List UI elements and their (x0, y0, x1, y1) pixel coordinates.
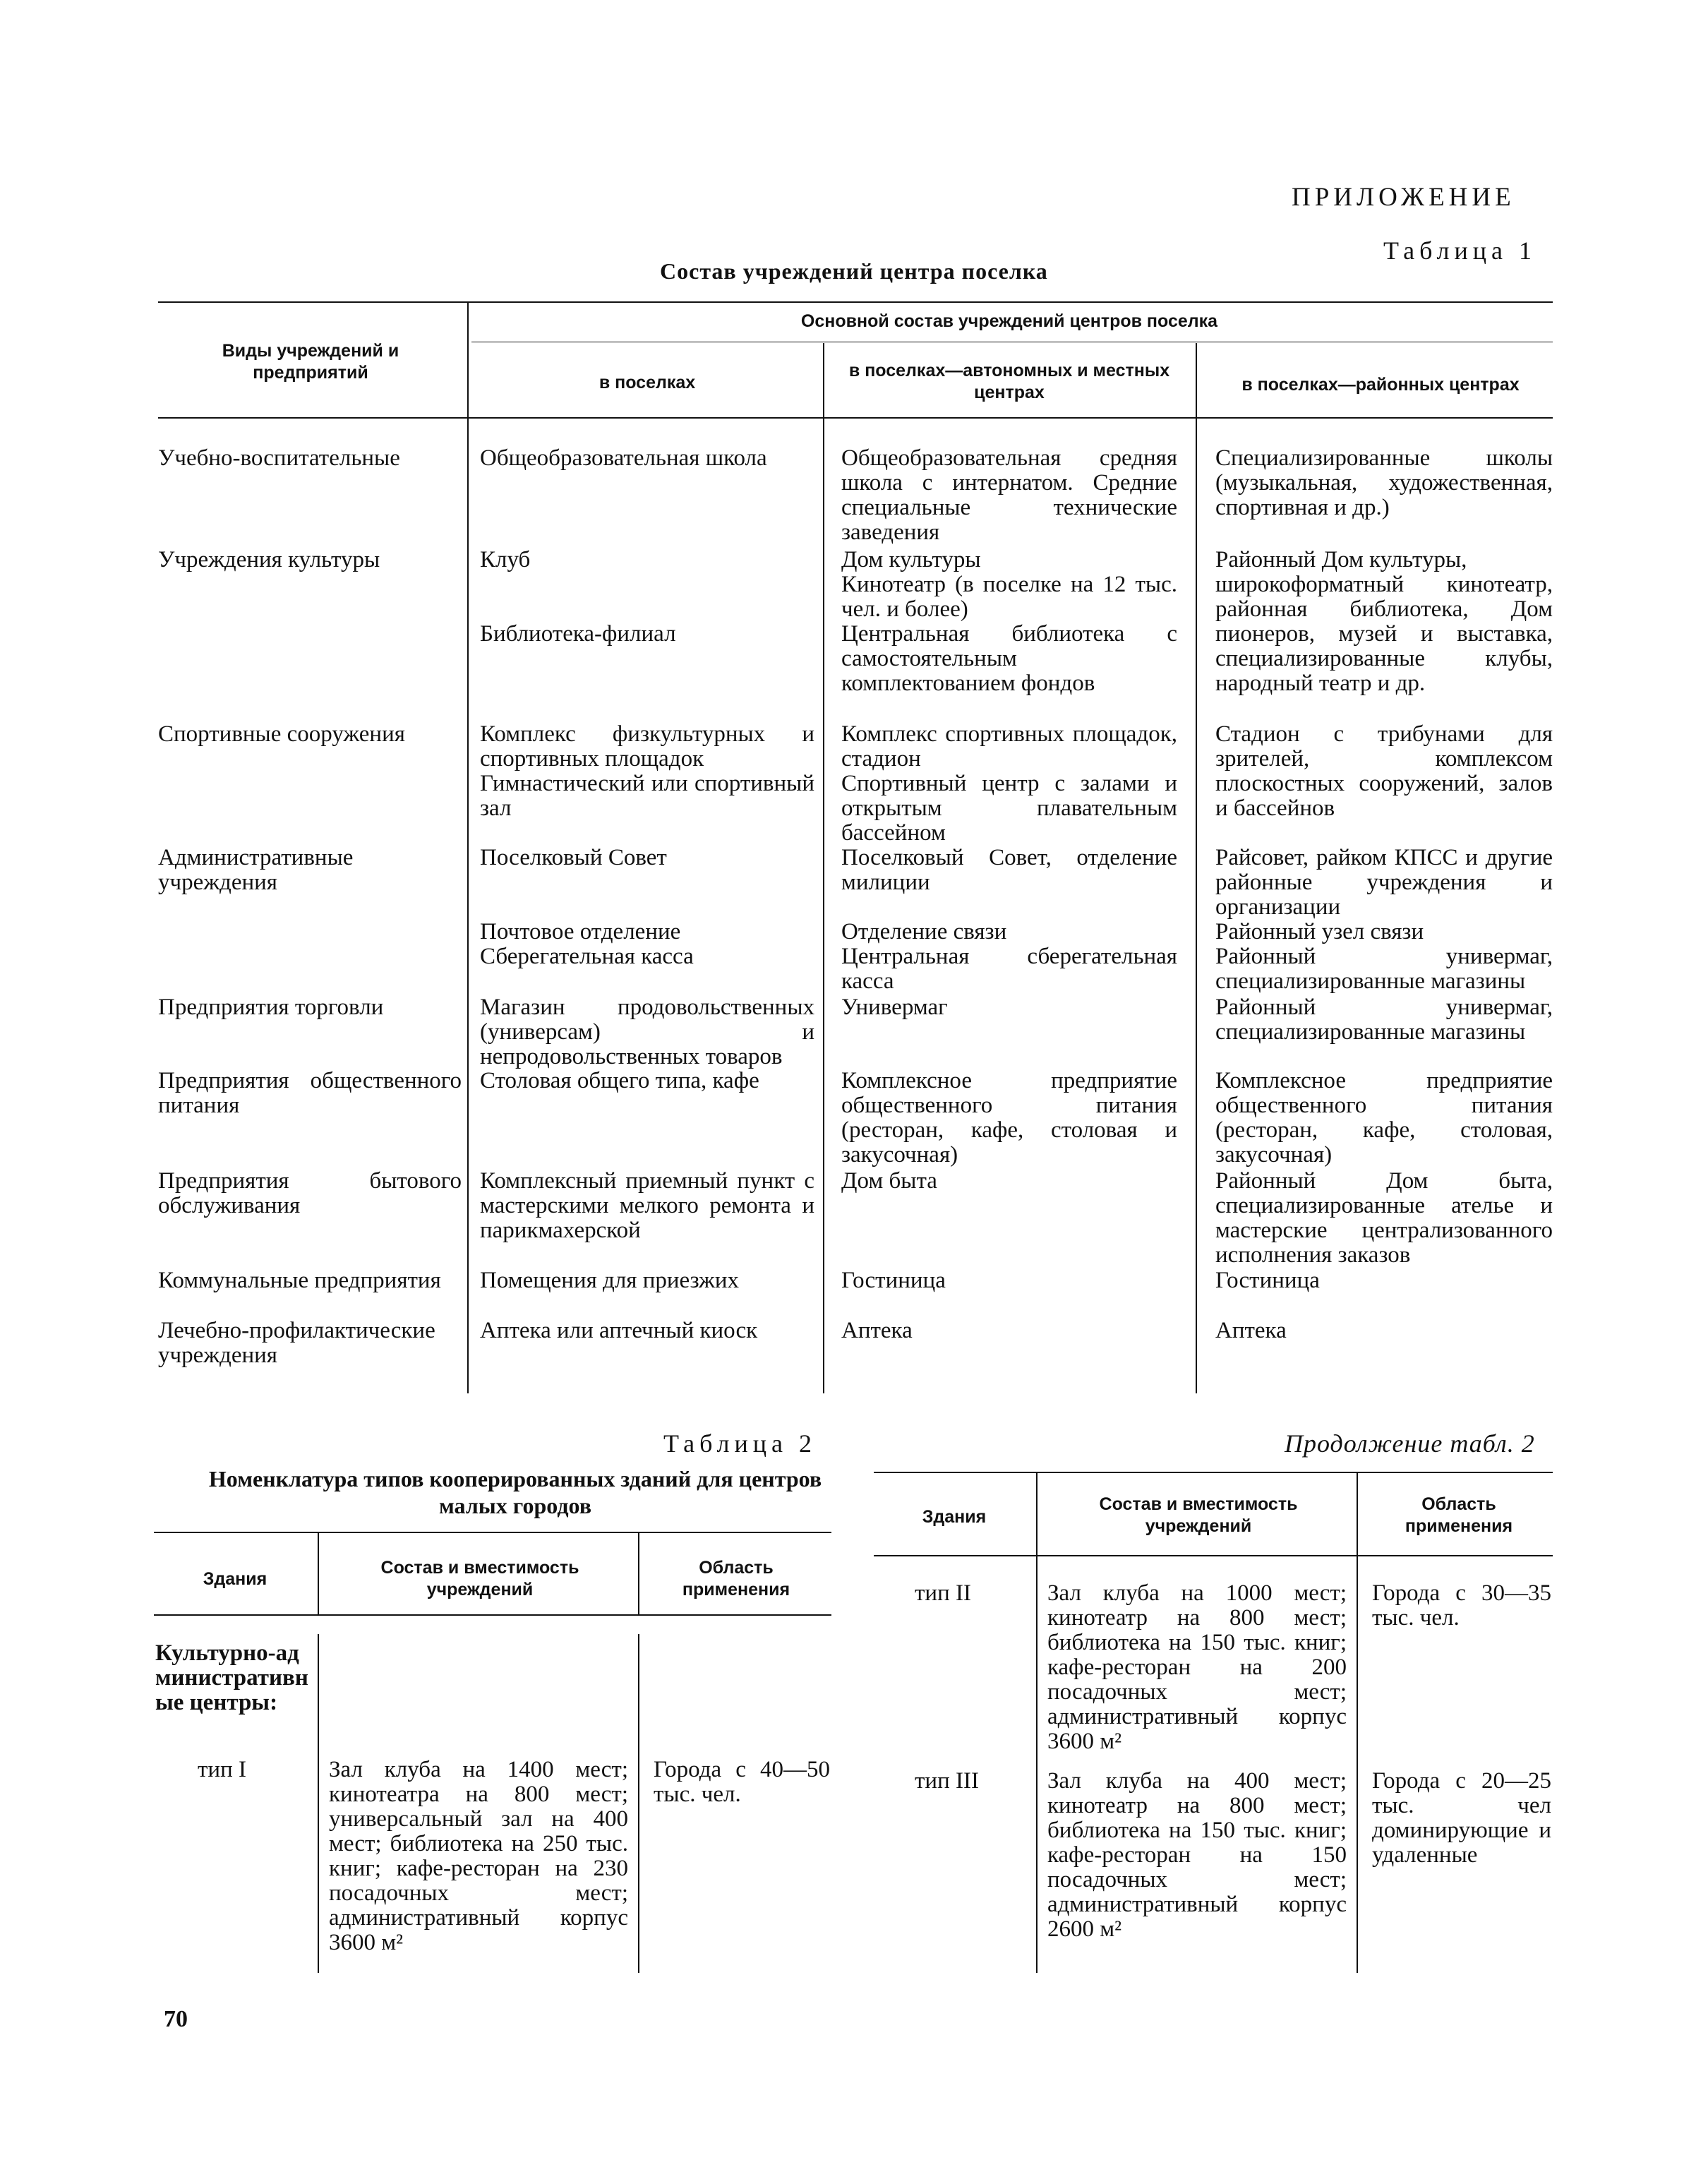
table2-label: Таблица 2 (663, 1429, 817, 1458)
table1-cell: широкоформатный кинотеатр, районная библиотека, Дом пионеров, музей и выставка, специализированные клубы, народный театр и др. (1215, 572, 1553, 696)
table1-cell: Аптека (841, 1318, 913, 1343)
table1-cell: Лечебно-профилактические учреждения (158, 1318, 435, 1368)
table1-cell: Общеобразовательная школа (480, 445, 767, 471)
table2-header-rule (154, 1614, 831, 1616)
table1-cell: Спортивный центр с залами и открытым плавательным бассейном (841, 771, 1177, 846)
table1-cell: Стадион с трибунами для зрителей, комплексом плоскостных сооружений, залов и бассейнов (1215, 721, 1553, 821)
table2-col-divider-2 (638, 1533, 639, 1614)
table2-cont-cell: Зал клуба на 1000 мест; кинотеатр на 800 мест; библиотека на 150 тыс. книг; кафе-ресторан на 200 посадочных мест; административный корпус 3600 м² (1047, 1580, 1347, 1754)
table1-cell: Центральная сберегательная касса (841, 944, 1177, 994)
table2-group-label: Культурно-административные центры: (155, 1640, 308, 1715)
table2-cont-top-rule (874, 1472, 1553, 1473)
table2-col-divider-1b (318, 1634, 319, 1973)
table1-cell: Комплексное предприятие общественного питания (ресторан, кафе, столовая и закусочная) (841, 1068, 1177, 1167)
table1-cell: Комплексный приемный пункт с мастерскими мелкого ремонта и парикмахерской (480, 1168, 814, 1243)
table2-cont-cell: тип III (915, 1768, 979, 1794)
table1-cell: Предприятия бытового обслуживания (158, 1168, 462, 1218)
table1-cell: Районный Дом культуры, (1215, 547, 1467, 572)
table2-header-col1: Здания (203, 1569, 267, 1589)
table1-title: Состав учреждений центра поселка (660, 258, 1048, 284)
table1-cell: Библиотека-филиал (480, 621, 676, 647)
table1-cell: Отделение связи (841, 919, 1007, 944)
table2-title: Номенклатура типов кооперированных зданий для центров малых городов (208, 1466, 822, 1518)
table2-top-rule (154, 1532, 831, 1533)
table2-cell: Города с 40—50 тыс. чел. (654, 1757, 830, 1807)
table1-cell: Предприятия общественного питания (158, 1068, 462, 1118)
table1-cell: Районный универмаг, специализированные магазины (1215, 944, 1553, 994)
page-number: 70 (164, 2006, 188, 2032)
table1-cell: Комплекс спортивных площадок, стадион (841, 721, 1177, 772)
table2-cont-header-col1: Здания (922, 1507, 987, 1527)
table1-cell: Предприятия торговли (158, 995, 384, 1020)
table1-cell: Магазин продовольственных (универсам) и непродовольственных товаров (480, 995, 814, 1069)
table2-cont-col-divider-2 (1357, 1473, 1358, 1973)
table1-cell: Поселковый Совет (480, 845, 667, 870)
table1-col-divider-2 (823, 343, 824, 1393)
table2-cont-header-rule (874, 1555, 1553, 1556)
table1-header-col4: в поселках—районных центрах (1241, 375, 1520, 395)
table1-header-col2: в поселках (599, 373, 696, 392)
table1-cell: Спортивные сооружения (158, 721, 405, 747)
table1-cell: Специализированные школы (музыкальная, художественная, спортивная и др.) (1215, 445, 1553, 520)
table1-cell: Районный узел связи (1215, 919, 1424, 944)
table1-cell: Аптека или аптечный киоск (480, 1318, 758, 1343)
table1-cell: Почтовое отделение (480, 919, 681, 944)
table1-cell: Районный универмаг, специализированные магазины (1215, 995, 1553, 1045)
table1-cell: Райсовет, райком КПСС и другие районные учреждения и организации (1215, 845, 1553, 920)
table1-cell: Кинотеатр (в поселке на 12 тыс. чел. и более) (841, 572, 1177, 622)
table2-cont-cell: Зал клуба на 400 мест; кинотеатр на 800 мест; библиотека на 150 тыс. книг; кафе-ресторан на 150 посадочных мест; административный корпус 2600 м² (1047, 1768, 1347, 1942)
table2-cell: тип I (198, 1757, 246, 1782)
table1-header-col3: в поселках—автономных и местных центрах (848, 361, 1170, 403)
table1-cell: Аптека (1215, 1318, 1287, 1343)
table1-cell: Гостиница (841, 1268, 946, 1293)
table2-cont-label: Продолжение табл. 2 (1285, 1429, 1535, 1458)
table1-header-rule (158, 417, 1553, 419)
table2-cont-header-col2: Состав и вместимость учреждений (1099, 1494, 1298, 1537)
table2-col-divider-1 (318, 1533, 319, 1614)
table2-header-col2: Состав и вместимость учреждений (380, 1558, 579, 1600)
table1-cell: Сберегательная касса (480, 944, 694, 969)
table2-header-col3: Область применения (682, 1558, 790, 1600)
table2-cont-cell: Города с 20—25 тыс. чел доминирующие и удаленные (1372, 1768, 1551, 1868)
table1-col-divider-3 (1196, 343, 1197, 1393)
table1-cell: Центральная библиотека с самостоятельным комплектованием фондов (841, 621, 1177, 696)
table1-cell: Помещения для приезжих (480, 1268, 739, 1293)
table1-cell: Универмаг (841, 995, 948, 1020)
table1-cell: Комплексное предприятие общественного питания (ресторан, кафе, столовая, закусочная) (1215, 1068, 1553, 1167)
table1-label: Таблица 1 (1383, 236, 1536, 265)
table1-cell: Общеобразовательная средняя школа с интернатом. Средние специальные технические заведения (841, 445, 1177, 545)
table1-cell: Учреждения культуры (158, 547, 380, 572)
table1-cell: Коммунальные предприятия (158, 1268, 441, 1293)
table2-cont-col-divider-1 (1036, 1473, 1038, 1973)
table1-cell: Гостиница (1215, 1268, 1320, 1293)
table2-col-divider-2b (638, 1634, 639, 1973)
appendix-label: ПРИЛОЖЕНИЕ (1292, 183, 1515, 212)
table1-cell: Комплекс физкультурных и спортивных площадок (480, 721, 814, 772)
table1-cell: Гимнастический или спортивный зал (480, 771, 814, 821)
table1-cell: Столовая общего типа, кафе (480, 1068, 759, 1093)
table1-cell: Клуб (480, 547, 531, 572)
table1-header-col1: Виды учреждений и предприятий (222, 341, 399, 383)
table1-cell: Учебно-воспитательные (158, 445, 400, 471)
table2-cont-cell: Города с 30—35 тыс. чел. (1372, 1580, 1551, 1631)
table2-cell: Зал клуба на 1400 мест; кинотеатра на 800 мест; универсальный зал на 400 мест; библиотека на 250 тыс. книг; кафе-ресторан на 230 посадочных мест; административный корпус 3600 м² (329, 1757, 628, 1955)
table2-cont-header-col3: Область применения (1405, 1494, 1513, 1537)
table1-col-divider-1 (467, 303, 469, 1393)
table1-cell: Районный Дом быта, специализированные ателье и мастерские централизованного исполнения заказов (1215, 1168, 1553, 1268)
table1-cell: Дом культуры (841, 547, 981, 572)
table1-header-group: Основной состав учреждений центров поселка (800, 311, 1218, 331)
table1-cell: Дом быта (841, 1168, 937, 1194)
table1-cell: Административные учреждения (158, 845, 354, 895)
table1-cell: Поселковый Совет, отделение милиции (841, 845, 1177, 895)
table2-cont-cell: тип II (915, 1580, 971, 1606)
table1-top-rule (158, 301, 1553, 303)
